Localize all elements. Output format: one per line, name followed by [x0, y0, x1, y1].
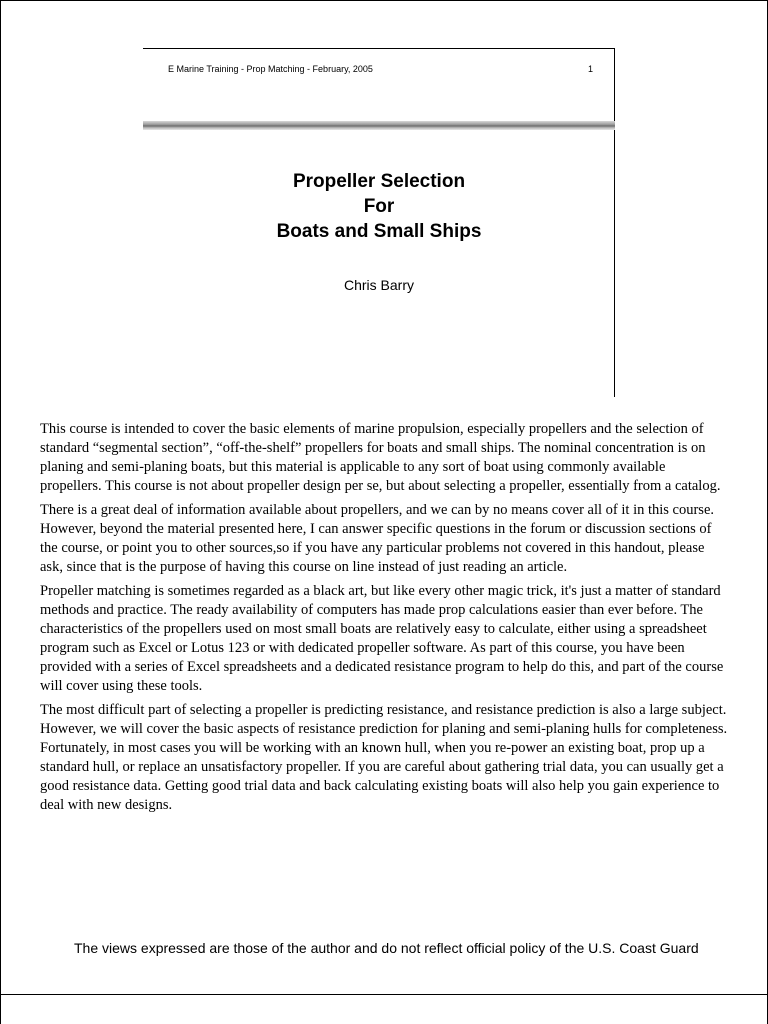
slide-author: Chris Barry: [343, 277, 414, 293]
slide-title-line-1: Propeller Selection: [292, 171, 466, 192]
slide-header: [168, 64, 593, 74]
slide-top-rule: [143, 48, 615, 49]
disclaimer: The views expressed are those of the author and do not reflect official policy of the U.S. Coast Guard: [74, 940, 699, 956]
title-slide: [143, 48, 615, 397]
slide-page-number: 1: [587, 64, 593, 74]
paragraph: This course is intended to cover the basic elements of marine propulsion, especially propellers and the selection of standard “segmental section”, “off-the-shelf” propellers for boats and small ships. The nominal concentration is on planing and semi-planing boats, but this material is applicable to any sort of boat using commonly available propellers. This course is not about propeller design per se, but about selecting a propeller, essentially from a catalog.: [40, 421, 721, 494]
next-page-edge: [0, 994, 768, 1024]
slide-title-line-2: For: [363, 196, 395, 217]
slide-header-text: E Marine Training - Prop Matching - February, 2005: [168, 64, 373, 74]
paragraph: The most difficult part of selecting a propeller is predicting resistance, and resistance prediction is also a large subject. However, we will cover the basic aspects of resistance prediction for planing and semi-planing hulls for completeness. Fortunately, in most cases you will be working with an known hull, when you re-power an existing boat, prop up a standard hull, or replace an unsatisfactory propeller. If you are careful about gathering trial data, you can usually get a good resistance data. Getting good trial data and back calculating existing boats will also help you gain experience to deal with new designs.: [40, 702, 728, 813]
slide-header-band: [143, 121, 615, 130]
slide-title-line-3: Boats and Small Ships: [276, 221, 482, 242]
paragraph: There is a great deal of information available about propellers, and we can by no means cover all of it in this course. However, beyond the material presented here, I can answer specific questions in the forum or discussion sections of the course, or point you to other sources,so if you have any particular problems not covered in this handout, please ask, since that is the purpose of having this course on line instead of just reading an article.: [40, 502, 715, 575]
body-text: [40, 420, 730, 820]
paragraph: Propeller matching is sometimes regarded as a black art, but like every other magic trick, it's just a matter of standard methods and practice. The ready availability of computers has made prop calculations easier than ever before. The characteristics of the propellers used on most small boats are relatively easy to calculate, either using a spreadsheet program such as Excel or Lotus 123 or with dedicated propeller software. As part of this course, you have been provided with a series of Excel spreadsheets and a dedicated resistance program to help do this, and part of the course will cover using these tools.: [40, 583, 724, 694]
slide-title: [143, 169, 615, 244]
